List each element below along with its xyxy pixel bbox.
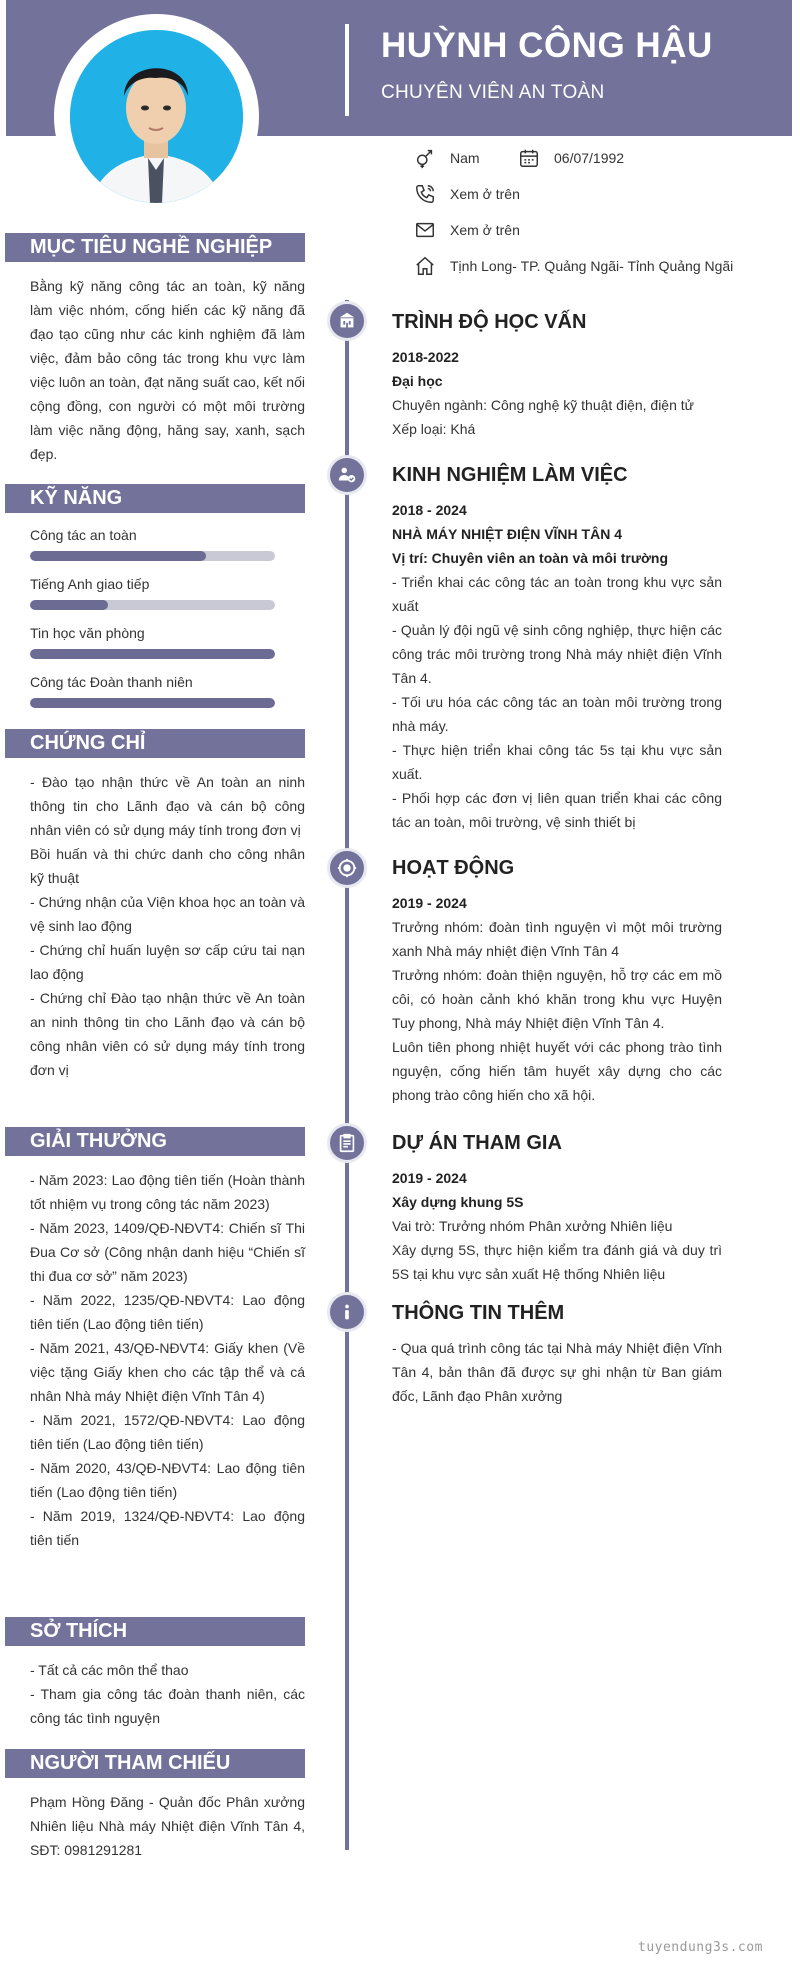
objective-text	[30, 274, 305, 466]
skills-heading: KỸ NĂNG	[5, 484, 305, 513]
certificate-item: - Đào tạo nhận thức về An toàn an ninh thông tin cho Lãnh đạo và cán bộ công nhân viên có sử dụng máy tính trong đơn vị	[30, 774, 305, 838]
contact-birthday	[518, 147, 624, 169]
skill-label: Tiếng Anh giao tiếp	[30, 576, 150, 592]
contact-gender	[414, 147, 480, 169]
skill-bar-fill	[30, 649, 275, 659]
education-body	[392, 345, 722, 441]
skill-bar-fill	[30, 551, 206, 561]
award-item: - Năm 2022, 1235/QĐ-NĐVT4: Lao động tiên tiến (Lao động tiên tiến)	[30, 1292, 305, 1332]
experience-item: - Phối hợp các đơn vị liên quan triển khai các công tác an toàn, môi trường, vệ sinh thiết bị	[392, 790, 722, 830]
references-text	[30, 1790, 305, 1862]
activities-period: 2019 - 2024	[392, 895, 467, 911]
skill-bar	[30, 600, 275, 610]
activities-icon	[327, 848, 367, 888]
certificates-text	[30, 770, 305, 1082]
hobby-item: - Tất cả các môn thể thao	[30, 1662, 189, 1678]
projects-icon	[327, 1123, 367, 1163]
skill-bar	[30, 649, 275, 659]
contact-address	[414, 255, 733, 277]
email-value: Xem ở trên	[450, 222, 520, 238]
certificate-item: - Chứng chỉ Đào tạo nhận thức về An toàn an ninh thông tin cho Lãnh đạo và cán bộ công nhân viên có sử dụng máy tính trong đơn vị	[30, 990, 305, 1078]
award-item: - Năm 2021, 1572/QĐ-NĐVT4: Lao động tiên tiến (Lao động tiên tiến)	[30, 1412, 305, 1452]
project-name: Xây dựng khung 5S	[392, 1194, 524, 1210]
additional-heading: THÔNG TIN THÊM	[392, 1302, 565, 1324]
skill-label: Tin học văn phòng	[30, 625, 145, 641]
gender-value: Nam	[450, 150, 480, 166]
activities-body	[392, 891, 722, 1107]
certificate-item: - Chứng nhận của Viện khoa học an toàn và vệ sinh lao động	[30, 894, 305, 934]
experience-heading: KINH NGHIỆM LÀM VIỆC	[392, 464, 628, 486]
calendar-icon	[518, 147, 540, 169]
skill-label: Công tác Đoàn thanh niên	[30, 674, 193, 690]
experience-period: 2018 - 2024	[392, 502, 467, 518]
address-value: Tịnh Long- TP. Quảng Ngãi- Tỉnh Quảng Ngãi	[450, 258, 734, 274]
phone-icon	[414, 183, 436, 205]
experience-item: - Triển khai các công tác an toàn trong khu vực sản xuất	[392, 574, 722, 614]
experience-item: - Tối ưu hóa các công tác an toàn môi trường trong nhà máy.	[392, 694, 722, 734]
award-item: - Năm 2023, 1409/QĐ-NĐVT4: Chiến sĩ Thi Đua Cơ sở (Công nhận danh hiệu “Chiến sĩ thi đua cơ sở” năm 2023)	[30, 1220, 305, 1284]
candidate-name: HUỲNH CÔNG HẬU	[381, 26, 713, 65]
objective-heading: MỤC TIÊU NGHỀ NGHIỆP	[5, 233, 305, 262]
award-item: - Năm 2023: Lao động tiên tiến (Hoàn thành tốt nhiệm vụ trong công tác năm 2023)	[30, 1172, 305, 1212]
award-item: - Năm 2020, 43/QĐ-NĐVT4: Lao động tiên tiến (Lao động tiên tiến)	[30, 1460, 305, 1500]
award-item: - Năm 2019, 1324/QĐ-NĐVT4: Lao động tiên tiến	[30, 1508, 305, 1548]
skill-bar	[30, 698, 275, 708]
awards-text	[30, 1168, 305, 1552]
activity-item: Trưởng nhóm: đoàn tình nguyện vì một môi trường xanh Nhà máy nhiệt điện Vĩnh Tân 4	[392, 919, 722, 959]
experience-item: - Quản lý đội ngũ vệ sinh công nghiệp, thực hiện các công trác môi trường trong Nhà máy nhiệt điện Vĩnh Tân 4.	[392, 622, 722, 686]
award-item: - Năm 2021, 43/QĐ-NĐVT4: Giấy khen (Về việc tặng Giấy khen cho các tập thể và cá nhân Nhà máy Nhiệt điện Vĩnh Tân 4)	[30, 1340, 305, 1404]
skill-bar-fill	[30, 698, 275, 708]
education-icon	[327, 301, 367, 341]
certificates-heading: CHỨNG CHỈ	[5, 729, 305, 758]
project-description: Xây dựng 5S, thực hiện kiểm tra đánh giá và duy trì 5S tại khu vực sản xuất Hệ thống Nhiên liệu	[392, 1242, 722, 1282]
projects-body	[392, 1166, 722, 1286]
projects-heading: DỰ ÁN THAM GIA	[392, 1132, 562, 1154]
experience-item: - Thực hiện triển khai công tác 5s tại khu vực sản xuất.	[392, 742, 722, 782]
hobby-item: - Tham gia công tác đoàn thanh niên, các công tác tình nguyện	[30, 1686, 305, 1726]
experience-body	[392, 498, 722, 834]
additional-text: - Qua quá trình công tác tại Nhà máy Nhiệt điện Vĩnh Tân 4, bản thân đã được sự ghi nhận từ Ban giám đốc, Lãnh đạo Phân xưởng	[392, 1340, 722, 1404]
experience-position: Vị trí: Chuyên viên an toàn và môi trường	[392, 550, 669, 566]
education-major: Chuyên ngành: Công nghệ kỹ thuật điện, điện tử	[392, 397, 695, 413]
education-degree: Đại học	[392, 373, 443, 389]
job-title: CHUYÊN VIÊN AN TOÀN	[381, 82, 605, 103]
experience-company: NHÀ MÁY NHIỆT ĐIỆN VĨNH TÂN 4	[392, 526, 622, 542]
activities-heading: HOẠT ĐỘNG	[392, 857, 515, 879]
additional-body	[392, 1336, 722, 1408]
home-icon	[414, 255, 436, 277]
skill-bar-fill	[30, 600, 108, 610]
references-heading: NGƯỜI THAM CHIẾU	[5, 1749, 305, 1778]
gender-icon	[414, 147, 436, 169]
info-icon	[327, 1292, 367, 1332]
watermark: tuyendung3s.com	[638, 1940, 763, 1955]
project-period: 2019 - 2024	[392, 1170, 467, 1186]
hobbies-heading: SỞ THÍCH	[5, 1617, 305, 1646]
education-period: 2018-2022	[392, 349, 459, 365]
reference-paragraph: Phạm Hồng Đăng - Quản đốc Phân xưởng Nhiên liệu Nhà máy Nhiệt điện Vĩnh Tân 4, SĐT: 0981291281	[30, 1794, 305, 1858]
skill-bar	[30, 551, 275, 561]
activity-item: Luôn tiên phong nhiệt huyết với các phong trào tình nguyện, cống hiến tâm huyết xây dựng cho các phong trào công hiến cho xã hội.	[392, 1039, 722, 1103]
header-divider	[345, 24, 349, 116]
objective-paragraph: Bằng kỹ năng công tác an toàn, kỹ năng làm việc nhóm, cống hiến các kỹ năng đã đạo tạo cũng như các kinh nghiệm đã làm việc, đảm bảo công tác trong khu vực làm việc luôn an toàn, đạt năng suất cao, kết nối cộng đồng, con người có một môi trường làm việc năng động, hăng say, xanh, sạch đẹp.	[30, 278, 305, 462]
activity-item: Trưởng nhóm: đoàn thiện nguyện, hỗ trợ các em mồ côi, có hoàn cảnh khó khăn trong khu vực Huyện Tuy phong, Nhà máy Nhiệt điện Vĩnh Tân 4.	[392, 967, 722, 1031]
avatar	[70, 30, 243, 203]
timeline-line	[345, 300, 349, 1850]
contact-phone	[414, 183, 520, 205]
certificate-item: Bồi huấn và thi chức danh cho công nhân kỹ thuật	[30, 846, 305, 886]
contact-email	[414, 219, 520, 241]
education-rank: Xếp loại: Khá	[392, 421, 476, 437]
phone-value: Xem ở trên	[450, 186, 520, 202]
certificate-item: - Chứng chỉ huấn luyện sơ cấp cứu tai nạn lao động	[30, 942, 305, 982]
hobbies-text	[30, 1658, 305, 1730]
project-role: Vai trò: Trưởng nhóm Phân xưởng Nhiên liệu	[392, 1218, 673, 1234]
skill-label: Công tác an toàn	[30, 527, 137, 543]
email-icon	[414, 219, 436, 241]
birthday-value: 06/07/1992	[554, 150, 625, 166]
awards-heading: GIẢI THƯỞNG	[5, 1127, 305, 1156]
education-heading: TRÌNH ĐỘ HỌC VẤN	[392, 311, 587, 333]
experience-icon	[327, 455, 367, 495]
